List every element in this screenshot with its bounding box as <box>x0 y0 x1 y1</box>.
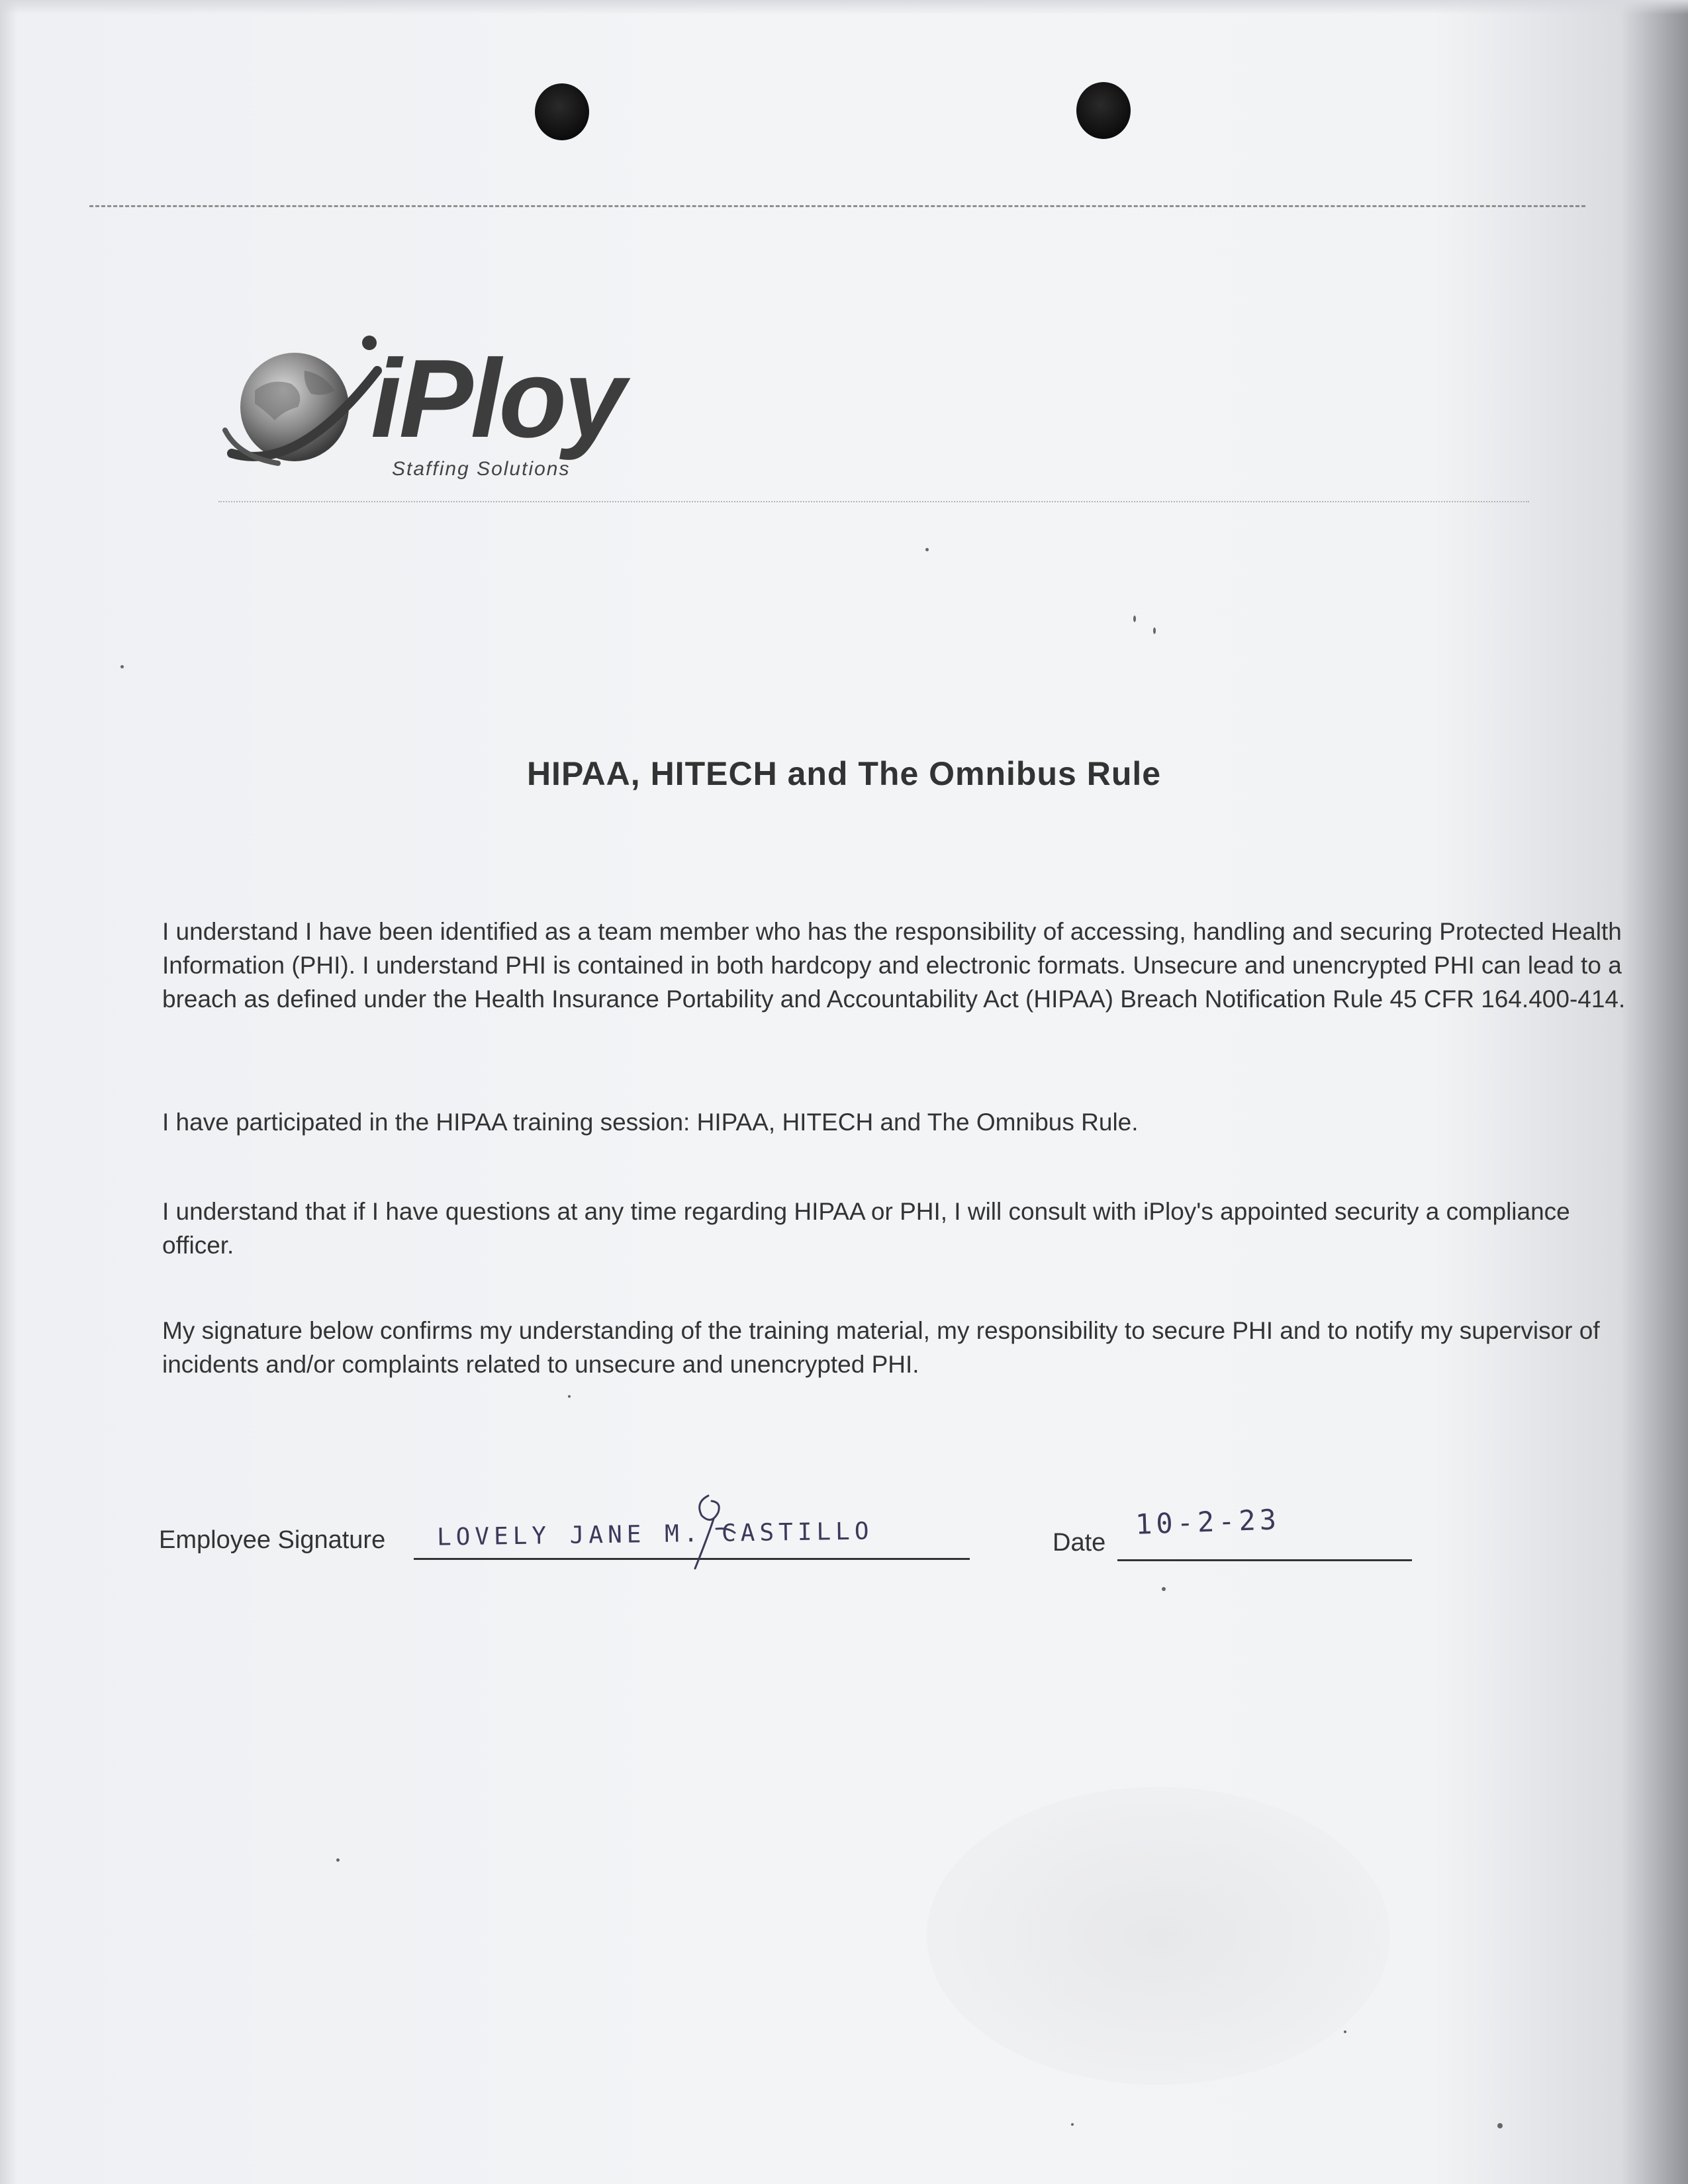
date-label: Date <box>1053 1529 1106 1557</box>
logo-dotted-rule <box>218 501 1529 502</box>
scan-speck <box>120 665 124 668</box>
scan-speck <box>925 548 929 551</box>
scan-shadow-top <box>0 0 1688 15</box>
paragraph-training-session: I have participated in the HIPAA training session: HIPAA, HITECH and The Omnibus Rule. <box>162 1109 1139 1136</box>
scan-speck <box>568 1395 571 1398</box>
scan-shadow-left <box>0 0 17 2184</box>
globe-icon <box>218 331 391 483</box>
company-logo <box>218 331 682 496</box>
document-title: HIPAA, HITECH and The Omnibus Rule <box>526 755 1162 792</box>
scan-speck <box>1071 2123 1074 2126</box>
signature-row <box>159 1502 1483 1562</box>
scan-speck <box>1133 615 1136 622</box>
signature-flourish-icon <box>682 1489 741 1582</box>
employee-signature-label: Employee Signature <box>159 1526 386 1554</box>
employee-signature-handwritten: LOVELY JANE M. CASTILLO <box>436 1518 874 1551</box>
date-handwritten: 10-2-23 <box>1135 1503 1281 1541</box>
paragraph-phi-responsibility: I understand I have been identified as a team member who has the responsibility of accessing, handling and securing Protected Health Information (PHI). I understand PHI is contained in both hardcopy and electronic formats. Unsecure and unencrypted PHI can lead to a breach as defined under the Health Insurance Portability and Accountability Act (HIPAA) Breach Notification Rule 45 CFR 164.400-414. <box>162 918 1626 1013</box>
punch-hole-right <box>1076 82 1131 139</box>
scan-speck <box>1344 2030 1346 2033</box>
logo-tagline: Staffing Solutions <box>392 458 571 480</box>
paragraph-questions-officer: I understand that if I have questions at any time regarding HIPAA or PHI, I will consult with iPloy's appointed security a compliance officer. <box>162 1198 1570 1259</box>
scan-speck <box>1153 627 1156 634</box>
logo-brand-text: iPloy <box>371 336 624 461</box>
punch-hole-left <box>535 83 589 140</box>
scan-speck <box>1497 2123 1503 2128</box>
scan-smudge <box>927 1787 1390 2085</box>
paragraph-signature-confirmation: My signature below confirms my understanding of the training material, my responsibility to secure PHI and to notify my supervisor of incidents and/or complaints related to unsecure and unencrypted PHI. <box>162 1317 1600 1378</box>
scan-speck <box>1162 1587 1166 1591</box>
header-dashed-rule <box>89 205 1585 207</box>
date-line[interactable] <box>1117 1559 1412 1561</box>
scan-speck <box>336 1858 340 1862</box>
